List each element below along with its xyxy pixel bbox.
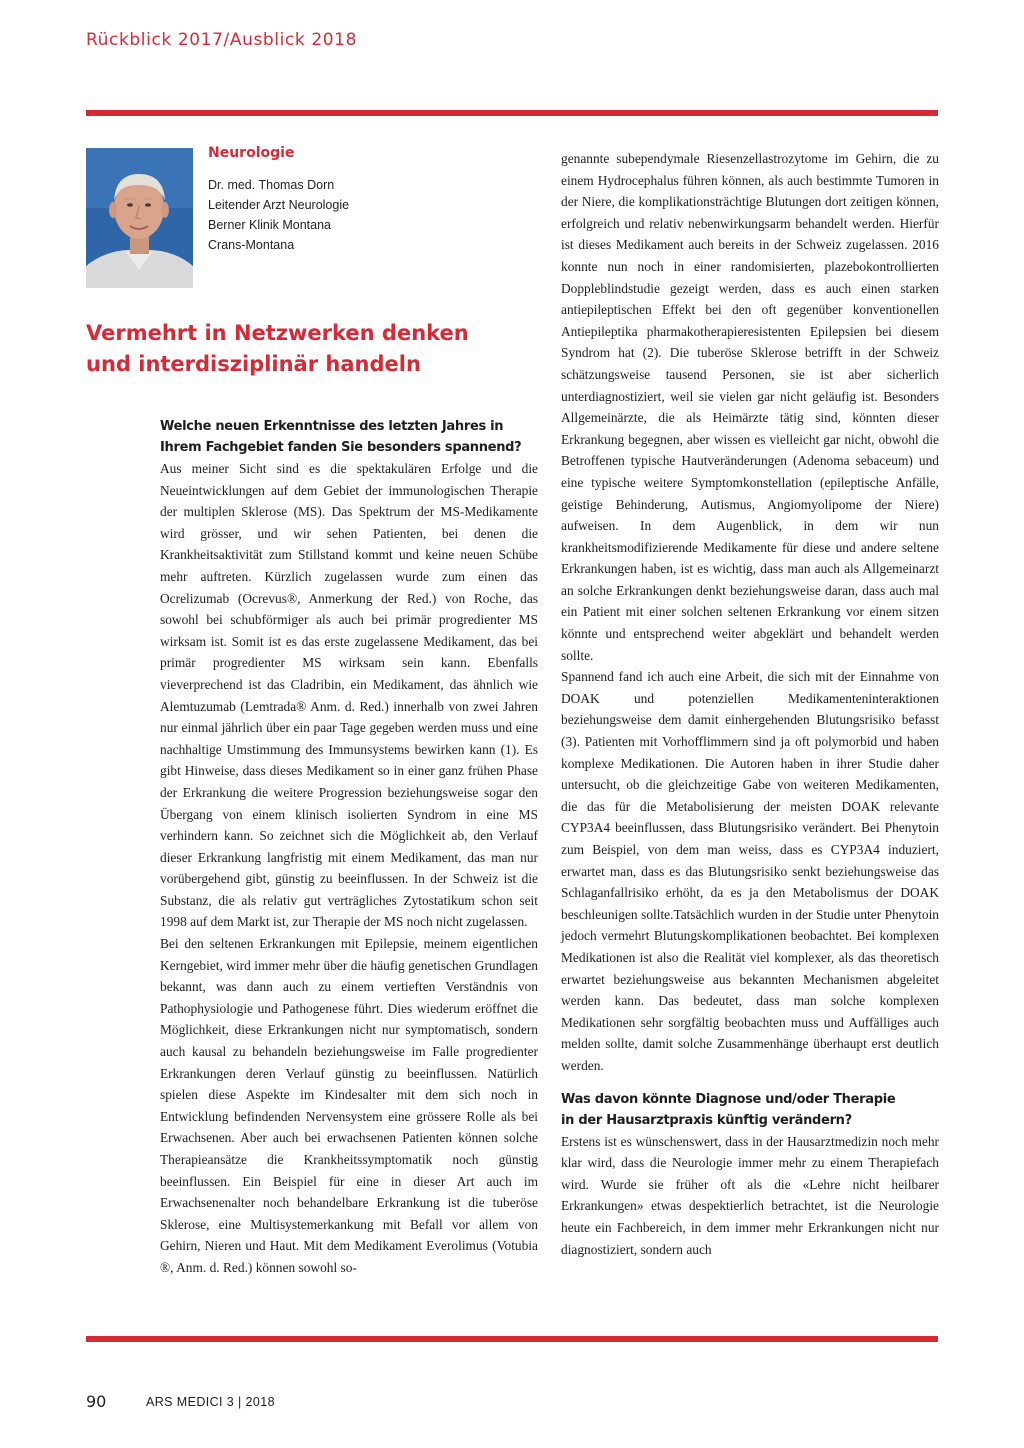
paragraph: Bei den seltenen Erkrankungen mit Epilepsie, meinem eigentlichen Kerngebiet, wird immer mehr über die häufig genetischen Grundlagen bekannt, was dann auch zu einem vertieften Verständnis von Pathophysiologie und Pathogenese führt. Dies wiederum eröffnet die Möglichkeit, diese Erkrankungen nicht nur symptomatisch, sondern auch kausal zu behandeln beziehungsweise im Falle progredienter Erkrankungen deren Verlauf günstig zu beeinflussen. Natürlich spielen diese Aspekte im Kindesalter mit dem sich noch in Entwicklung befindenden Nervensystem eine grössere Rolle als bei Erwachsenen. Aber auch bei erwachsenen Patienten können solche Therapieansätze die Krankheitssymptomatik noch günstig beeinflussen. Ein Beispiel für eine in dieser Art auch im Erwachsenenalter noch behandelbare Erkrankung ist die tuberöse Sklerose, eine Multisystemerkankung mit Befall vor allem von Gehirn, Nieren und Haut. Mit dem Medikament Everolimus (Votubia ®, Anm. d. Red.) können sowohl so-	[160, 936, 538, 1275]
author-name: Dr. med. Thomas Dorn	[208, 178, 335, 192]
journal-citation: ARS MEDICI 3 | 2018	[146, 1395, 275, 1409]
question-1-line-2: Ihrem Fachgebiet fanden Sie besonders spannend?	[160, 440, 522, 455]
author-position: Leitender Arzt Neurologie	[208, 198, 350, 212]
question-1	[160, 416, 538, 458]
question-2-line-1: Was davon könnte Diagnose und/oder Therapie	[561, 1091, 896, 1107]
question-2	[561, 1089, 939, 1131]
author-city: Crans-Montana	[208, 238, 295, 252]
bottom-rule	[86, 1336, 938, 1342]
headline-line-1: Vermehrt in Netzwerken denken	[86, 321, 469, 345]
page-footer	[86, 1392, 686, 1414]
author-info	[208, 145, 538, 255]
section-label: Neurologie	[208, 145, 295, 161]
question-2-line-2: in der Hausarztpraxis künftig verändern?	[561, 1112, 852, 1128]
paragraph: Spannend fand ich auch eine Arbeit, die sich mit der Einnahme von DOAK und potenziellen Medikamenteninteraktionen beziehungsweise dem damit einhergehenden Blutungsrisiko befasst (3). Patienten mit Vorhofflimmern sind ja oft polymorbid und haben komplexe Medikationen. Die Autoren haben in ihrer Studie daher untersucht, ob die gleichzeitige Gabe von weiteren Medikamenten, die das für die Metabolisierung der meisten DOAK relevante CYP3A4 beeinflussen, dass Blutungsrisiko verändert. Bei Phenytoin zum Beispiel, von dem man weiss, dass es CYP3A4 induziert, erwartet man, dass es das Blutungsrisiko senkt beziehungsweise das Schlaganfallrisiko erhöht, da es ja den Metabolismus der DOAK beschleunigen sollte.Tatsächlich wurden in der Studie unter Phenytoin jedoch vermehrt Blutungskomplikationen beobachtet. Bei komplexen Medikationen ist also die Realität viel komplexer, als das theoretisch erwartet beziehungsweise aus bekannten Mechanismen abgeleitet werden kann. Das bedeutet, dass man solche komplexen Medikationen sehr sorgfältig beobachten muss und Auffälliges auch melden sollte, damit solche Zusammenhänge überhaupt erst deutlich werden.	[561, 669, 939, 1073]
spacer	[561, 1077, 939, 1089]
author-clinic: Berner Klinik Montana	[208, 218, 331, 232]
paragraph: Erstens ist es wünschenswert, dass in der Hausarztmedizin noch mehr klar wird, dass die Neurologie immer mehr zu einem Therapiefach wird. Wurde sie früher oft als die «Lehre nicht heilbarer Erkrankungen» etwas despektierlich betrachtet, ist die Neurologie heute ein Fachbereich, in dem immer mehr Erkrankungen nicht nur diagnostiziert, sondern auch	[561, 1133, 939, 1257]
portrait-image	[86, 148, 193, 288]
running-header: Rückblick 2017/Ausblick 2018	[86, 30, 357, 50]
top-rule	[86, 110, 938, 116]
page-number: 90	[86, 1392, 107, 1411]
right-column	[561, 148, 939, 1260]
article-headline	[86, 318, 546, 380]
paragraph: Aus meiner Sicht sind es die spektakulären Erfolge und die Neueintwicklungen auf dem Gebiet der immunologischen Therapie der multiplen Sklerose (MS). Das Spektrum der MS-Medikamente wird grösser, und wir sehen Patienten, bei denen die Krankheitsaktivität zum Stillstand kommt und keine neuen Schübe mehr auftreten. Kürzlich zugelassen wurde zum einen das Ocrelizumab (Ocrevus®, Anmerkung der Red.) von Roche, das sowohl bei schubförmiger als auch bei primär progredienter MS wirksam ist. Somit ist es das erste zugelassene Medikament, das bei primär progredienter MS wirksam sein kann. Ebenfalls vieverprechend ist das Cladribin, ein Medikament, das ähnlich wie Alemtuzumab (Lemtrada® Anm. d. Red.) innerhalb von zwei Jahren nur einmal jährlich über ein paar Tage gegeben werden muss und eine nachhaltige Umstimmung des Immunsystems bewirken kann (1). Es gibt Hinweise, dass dieses Medikament so in einer ganz frühen Phase der Erkrankung die weitere Progression beziehungsweise sogar den Übergang von einem klinisch isolierten Syndrom in eine MS verhindern kann. So zeichnet sich die Möglichkeit ab, den Verlauf dieser Erkrankung langfristig mit einem Medikament, das man nur vorübergehend gibt, günstig zu beeinflussen. In der Schweiz ist die Substanz, die als relativ gut verträgliches Zytostatikum schon seit 1998 auf dem Markt ist, zur Therapie der MS noch nicht zugelassen.	[160, 461, 538, 930]
headline-line-2: und interdisziplinär handeln	[86, 352, 421, 376]
left-column	[160, 416, 538, 1279]
question-1-line-1: Welche neuen Erkenntnisse des letzten Jahres in	[160, 419, 504, 434]
paragraph: genannte subependymale Riesenzellastrozytome im Gehirn, die zu einem Hydrocephalus führen können, als auch bestimmte Tumoren in der Niere, die komplikationsträchtige Blutungen dort zeitigen können, erfolgreich und relativ nebenwirkungsarm behandelt werden. Hierfür ist dieses Medikament auch bereits in der Schweiz zugelassen. 2016 konnte nun noch in einer randomisierten, plazebokontrollierten Doppleblindstudie gezeigt werden, dass es auch einen starken antiepileptischen Effekt bei den oft gegenüber konventionellen Antiepileptika pharmakotherapieresistenten Epilepsien bei diesem Syndrom hat (2). Die tuberöse Sklerose betrifft in der Schweiz schätzungsweise tausend Personen, sie ist aber sicherlich unterdiagnostiziert, weil sie vielen gar nicht geläufig ist. Besonders Allgemeinärzte, die als Heimärzte tätig sind, könnten dieser Erkrankung begegnen, aber wissen es vielleicht gar nicht, obwohl die Betroffenen typische Hautveränderungen (Adenoma sebaceum) und eine typische weitere Symptomkonstellation (epileptische Anfälle, geistige Behinderung, Autismus, Angiomyolipome der Niere) aufweisen. In dem Augenblick, in dem wir nun krankheitsmodifizierende Medikamente für diese und andere seltene Erkrankungen haben, ist es wichtig, dass man auch als Allgemeinarzt an solche Erkrankungen denkt beziehungsweise daran, dass auch mal ein Patient mit einer solchen seltenen Erkrankung vor einem sitzen könnte und entsprechend weiter abgeklärt und behandelt werden sollte.	[561, 151, 939, 663]
author-portrait	[86, 148, 193, 288]
